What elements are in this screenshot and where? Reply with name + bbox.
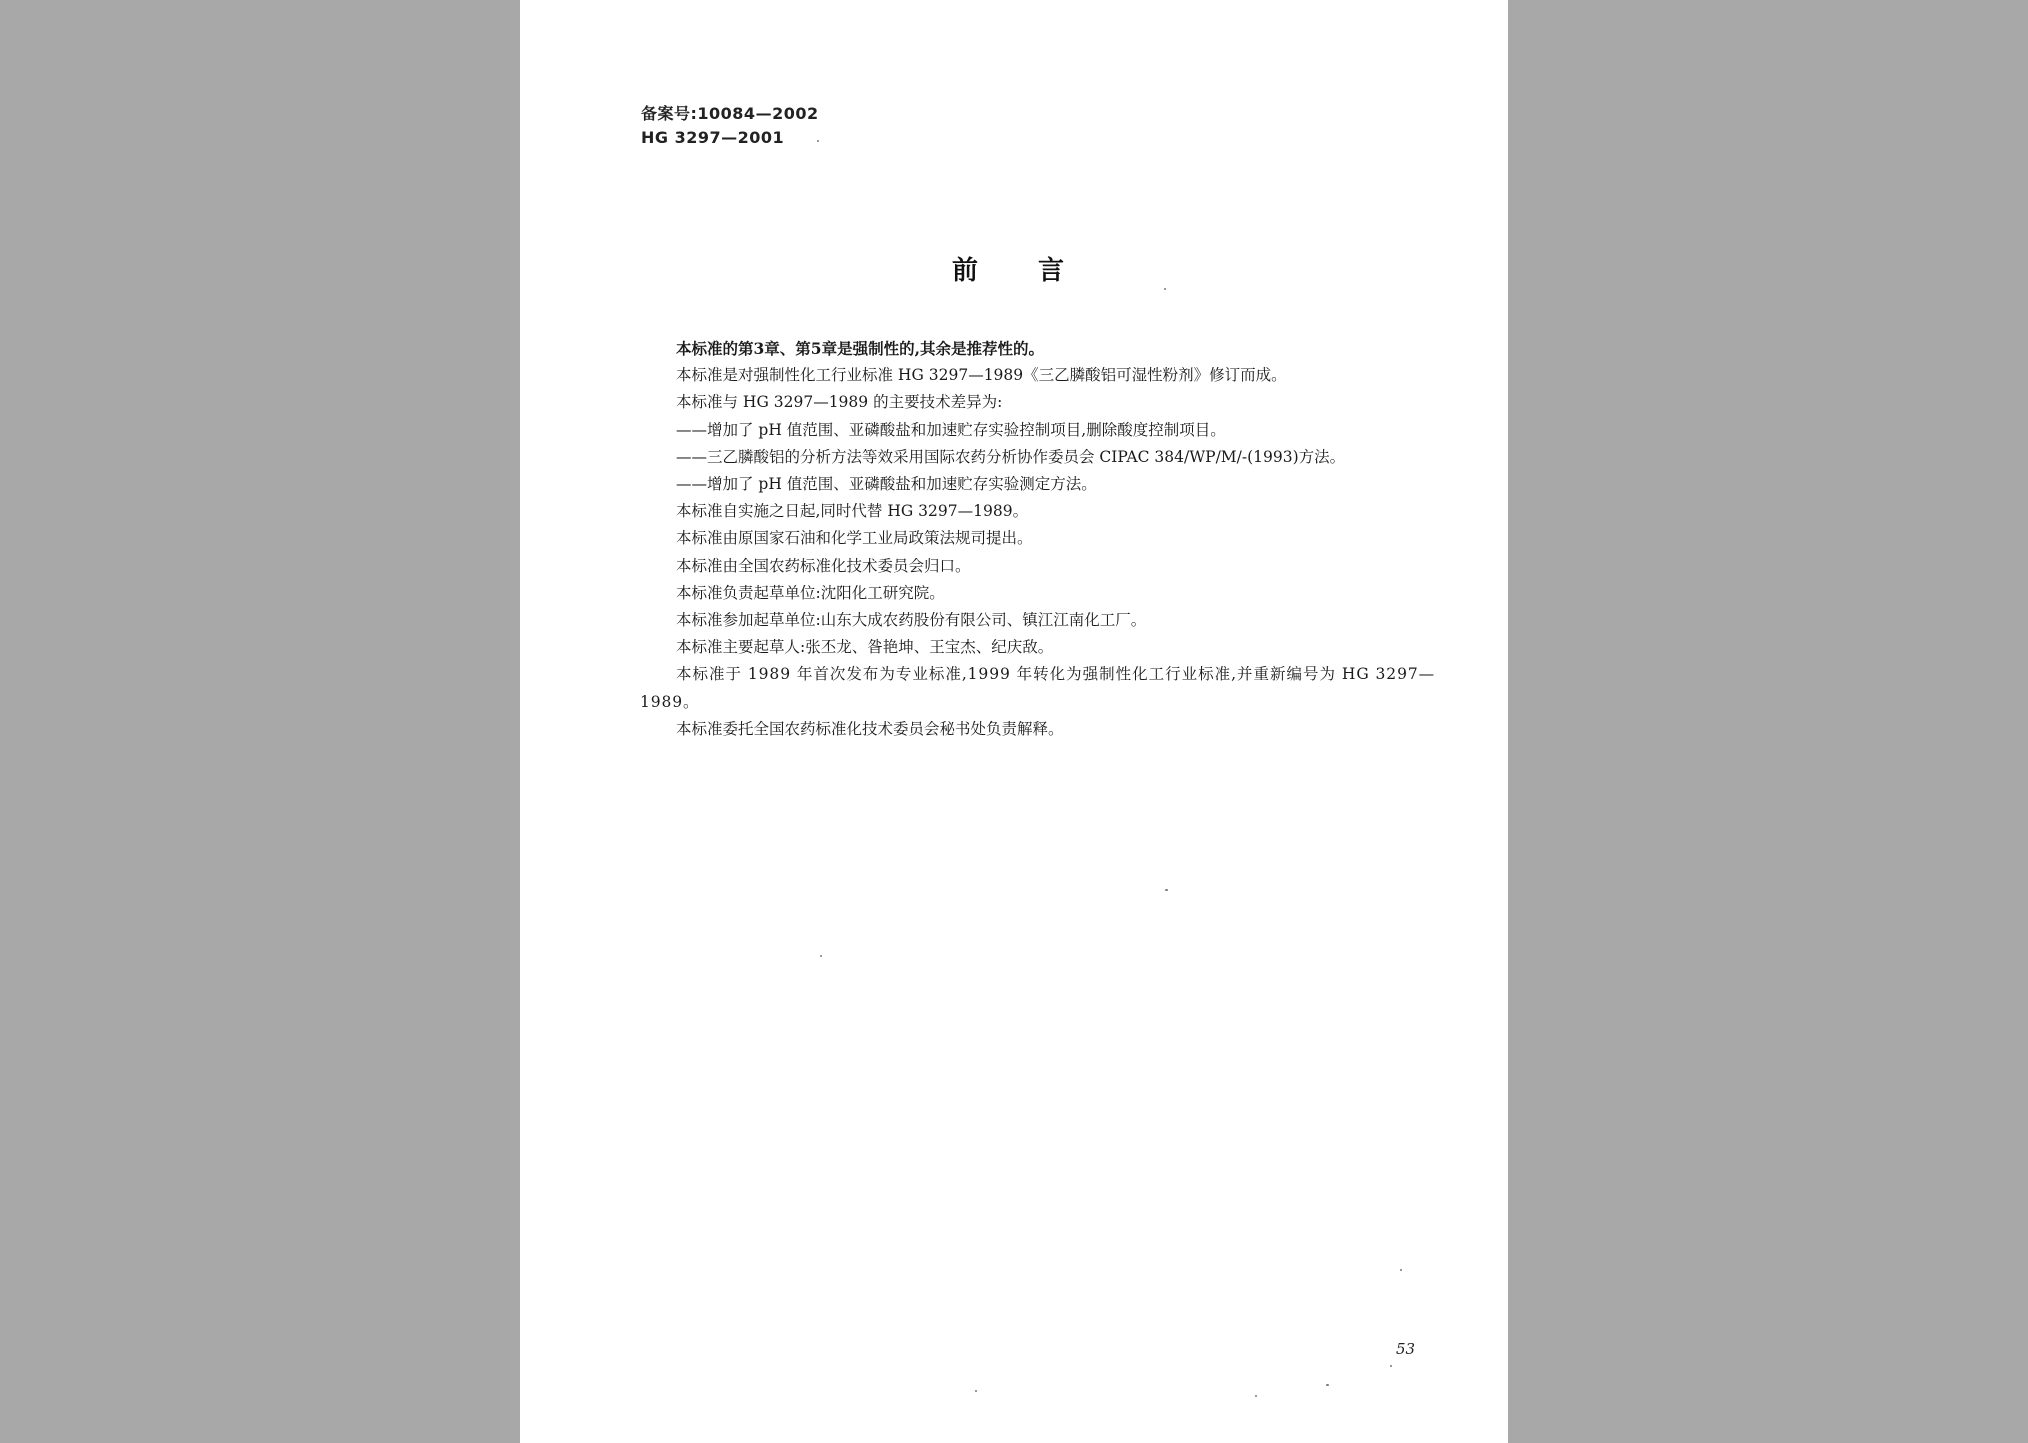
scan-speck [1326, 1384, 1329, 1386]
paragraph: 本标准是对强制性化工行业标准 HG 3297—1989《三乙膦酸铝可湿性粉剂》修订而成。 [676, 366, 1287, 385]
paragraph: 本标准与 HG 3297—1989 的主要技术差异为: [676, 393, 1003, 412]
standard-number: HG 3297—2001 [641, 128, 785, 147]
paragraph: 本标准由全国农药标准化技术委员会归口。 [676, 556, 971, 575]
scan-speck [1255, 1395, 1257, 1397]
paragraph: 本标准自实施之日起,同时代替 HG 3297—1989。 [676, 502, 1029, 521]
paragraph: ——增加了 pH 值范围、亚磷酸盐和加速贮存实验测定方法。 [676, 475, 1097, 494]
paragraph: 本标准负责起草单位:沈阳化工研究院。 [676, 583, 945, 602]
scan-speck [1165, 889, 1168, 891]
paragraph: 本标准主要起草人:张丕龙、昝艳坤、王宝杰、纪庆敌。 [676, 638, 1054, 657]
scan-speck [820, 955, 822, 957]
paragraph: ——增加了 pH 值范围、亚磷酸盐和加速贮存实验控制项目,删除酸度控制项目。 [676, 420, 1226, 439]
scan-speck [1400, 1269, 1402, 1271]
scan-speck [1390, 1365, 1392, 1367]
scan-speck [1164, 288, 1166, 290]
paragraph: 本标准的第3章、第5章是强制性的,其余是推荐性的。 [676, 339, 1044, 358]
scan-speck [817, 140, 819, 142]
paragraph: 本标准由原国家石油和化学工业局政策法规司提出。 [676, 529, 1033, 548]
paragraph: ——三乙膦酸铝的分析方法等效采用国际农药分析协作委员会 CIPAC 384/WP/M/-(1993)方法。 [676, 447, 1346, 466]
record-number: 备案号:10084—2002 [641, 104, 819, 123]
document-page [520, 0, 1508, 1443]
paragraph: 本标准于 1989 年首次发布为专业标准,1999 年转化为强制性化工行业标准,并重新编号为 HG 3297—1989。 [640, 665, 1435, 711]
scan-speck [975, 1390, 977, 1392]
paragraph: 本标准参加起草单位:山东大成农药股份有限公司、镇江江南化工厂。 [676, 611, 1147, 630]
preface-body [640, 335, 1435, 743]
paragraph: 本标准委托全国农药标准化技术委员会秘书处负责解释。 [676, 719, 1064, 738]
page-number: 53 [1396, 1340, 1416, 1358]
page-title: 前言 [951, 256, 1124, 286]
